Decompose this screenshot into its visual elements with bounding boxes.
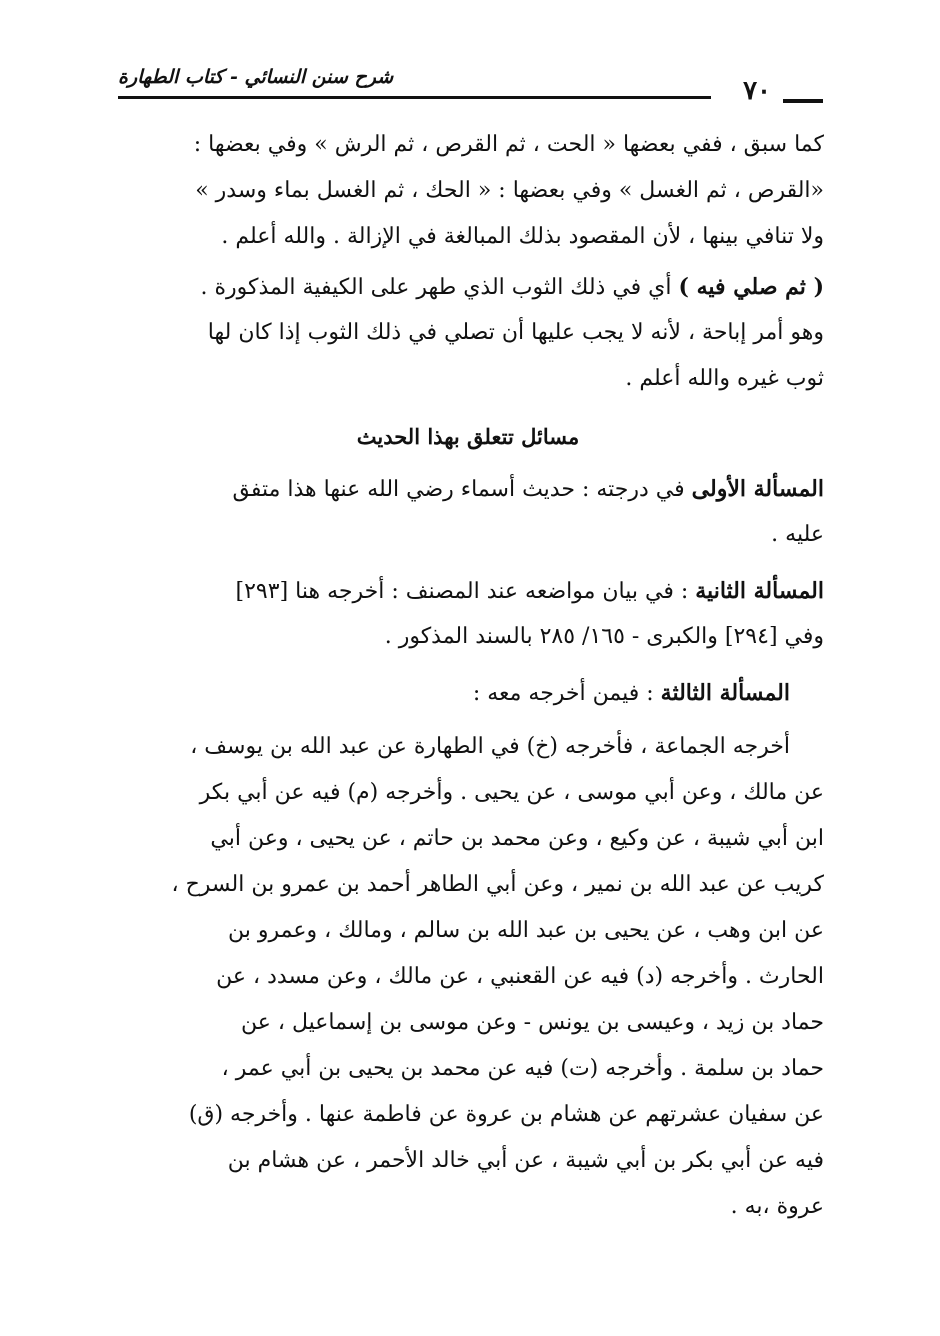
paragraph-then-pray: [112, 264, 824, 402]
text-span: : فيمن أخرجه معه :: [472, 681, 661, 706]
text-line: [112, 466, 824, 512]
text-line: أخرجه الجماعة ، فأخرجه (خ) في الطهارة عن عبد الله بن يوسف ،: [190, 734, 790, 759]
text-line: عروة ،به .: [730, 1194, 824, 1219]
header-rule: [118, 96, 711, 99]
text-line: [112, 670, 824, 716]
text-line: [112, 264, 824, 310]
running-title: شرح سنن النسائي - كتاب الطهارة: [118, 66, 394, 88]
text-line: كريب عن عبد الله بن نمير ، وعن أبي الطاهر أحمد بن عمرو بن السرح ،: [171, 872, 824, 897]
text-line: فيه عن أبي بكر بن أبي شيبة ، عن أبي خالد الأحمر ، عن هشام بن: [227, 1148, 824, 1173]
issue-first: [112, 466, 824, 558]
text-line: عن ابن وهب ، عن يحيى بن عبد الله بن سالم ، ومالك ، وعمرو بن: [228, 918, 824, 943]
text-line: [112, 568, 824, 614]
text-line: كما سبق ، ففي بعضها « الحت ، ثم القرص ، ثم الرش » وفي بعضها :: [193, 132, 824, 157]
text-line: وفي [٢٩٤] والكبرى - ١٦٥/ ٢٨٥ بالسند المذكور .: [384, 624, 824, 649]
page-number: ٧٠: [743, 76, 771, 106]
text-line: عن مالك ، وعن أبي موسى ، عن يحيى . وأخرجه (م) فيه عن أبي بكر: [199, 780, 824, 805]
text-line: ابن أبي شيبة ، عن وكيع ، وعن محمد بن حاتم ، عن يحيى ، وعن أبي: [210, 826, 824, 851]
text-line: عليه .: [771, 522, 824, 547]
quoted-phrase: ( ثم صلي فيه ): [678, 274, 824, 300]
issue-label: المسألة الثانية: [695, 578, 824, 604]
text-line: ثوب غيره والله أعلم .: [625, 366, 824, 391]
text-line: «القرص ، ثم الغسل » وفي بعضها : « الحك ، ثم الغسل بماء وسدر »: [195, 178, 824, 203]
text-line: ولا تنافي بينها ، لأن المقصود بذلك المبالغة في الإزالة . والله أعلم .: [221, 224, 824, 249]
header-dash: [783, 99, 823, 103]
text-line: وهو أمر إباحة ، لأنه لا يجب عليها أن تصلي في ذلك الثوب إذا كان لها: [207, 320, 824, 345]
issue-second: [112, 568, 824, 660]
text-line: حماد بن سلمة . وأخرجه (ت) فيه عن محمد بن يحيى بن أبي عمر ،: [221, 1056, 824, 1081]
text-line: عن سفيان عشرتهم عن هشام بن عروة عن فاطمة عنها . وأخرجه (ق): [188, 1102, 824, 1127]
text-span: أي في ذلك الثوب الذي طهر على الكيفية المذكورة .: [200, 275, 679, 300]
text-span: في درجته : حديث أسماء رضي الله عنها هذا متفق: [232, 477, 692, 502]
page-header: [118, 66, 823, 110]
section-heading: مسائل تتعلق بهذا الحديث: [356, 424, 580, 449]
paragraph-takhrij: [112, 724, 824, 1230]
issue-third: [112, 670, 824, 716]
text-line: حماد بن زيد ، وعيسى بن يونس - وعن موسى بن إسماعيل ، عن: [241, 1010, 824, 1035]
text-span: : في بيان مواضعه عند المصنف : أخرجه هنا [٢٩٣]: [235, 579, 696, 604]
paragraph-intro: [112, 122, 824, 260]
text-line: الحارث . وأخرجه (د) فيه عن القعنبي ، عن مالك ، وعن مسدد ، عن: [216, 964, 824, 989]
issue-label: المسألة الأولى: [691, 476, 824, 502]
issue-label: المسألة الثالثة: [660, 680, 790, 706]
